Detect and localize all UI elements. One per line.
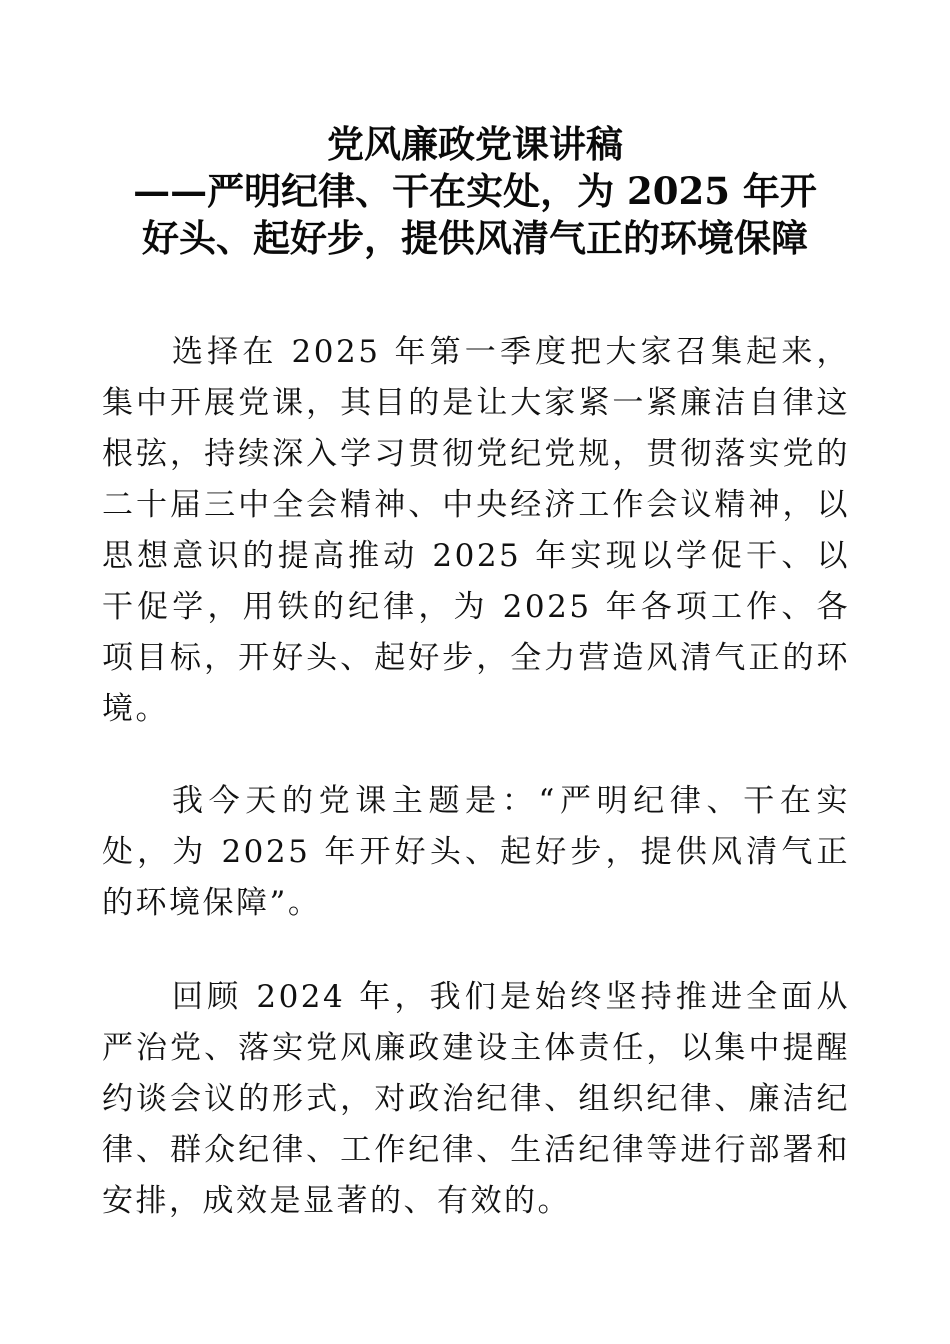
body-paragraph-2: 我今天的党课主题是：“严明纪律、干在实处，为 2025 年开好头、起好步，提供风清气正的环境保障”。: [102, 783, 850, 921]
body-paragraph-3: 回顾 2024 年，我们是始终坚持推进全面从严治党、落实党风廉政建设主体责任，以集中提醒约谈会议的形式，对政治纪律、组织纪律、廉洁纪律、群众纪律、工作纪律、生活纪律等进行部署和安排，成效是显著的、有效的。: [102, 979, 850, 1219]
document-title: 党风廉政党课讲稿: [327, 122, 623, 166]
title-block: [100, 121, 850, 262]
body-paragraph-1: 选择在 2025 年第一季度把大家召集起来，集中开展党课，其目的是让大家紧一紧廉洁自律这根弦，持续深入学习贯彻党纪党规，贯彻落实党的二十届三中全会精神、中央经济工作会议精神，以思想意识的提高推动 2025 年实现以学促干、以干促学，用铁的纪律，为 2025 年各项工作、各项目标，开好头、起好步，全力营造风清气正的环境。: [102, 334, 850, 727]
document-subtitle-line-1: ——严明纪律、干在实处，为 2025 年开: [133, 169, 817, 213]
document-subtitle-line-2: 好头、起好步，提供风清气正的环境保障: [142, 216, 808, 260]
